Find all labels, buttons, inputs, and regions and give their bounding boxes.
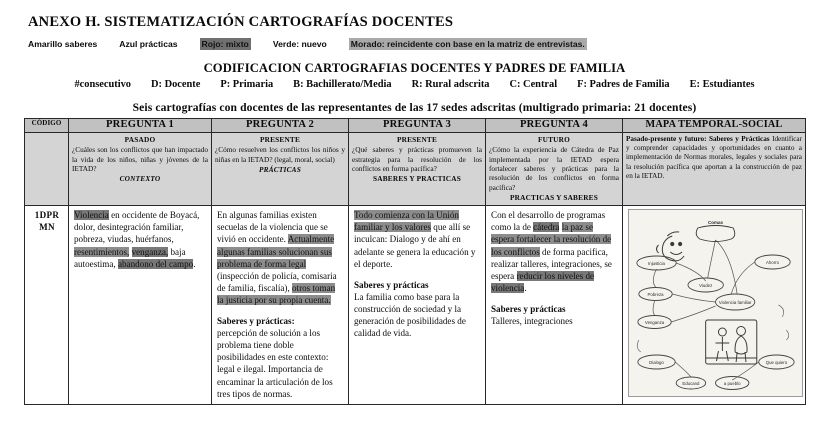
table-header-row [25,119,806,133]
p2-tail: percepción de solución a los problema tiene doble posibilidades en este contexto: legal e ilegal. Importancia de encaminar la articulación de los tres tipos de normas. [217,328,333,399]
header-mapa-temporal-social: MAPA TEMPORAL-SOCIAL [623,119,806,133]
table-subtitle: Seis cartografías con docentes de las representantes de las 17 sedes adscritas (multigrado primaria: 21 docentes) [132,101,697,114]
desc-4-foot: PRACTICAS Y SABERES [509,192,598,202]
legend-item-azul: Azul prácticas [119,39,178,49]
map-node-label-1: Ahorro [766,260,780,266]
p3-spacer [354,270,481,279]
codification-key-padres: F: Padres de Familia [577,79,670,90]
code-line-2: MN [39,222,55,233]
codification-key-primaria: P: Primaria [220,79,274,90]
codification-key-consecutivo: #consecutivo [74,79,132,90]
p1-seg-period: . [193,258,196,269]
desc-mapa [623,133,806,206]
cell-pregunta-2 [212,206,349,404]
desc-2-question: ¿Cómo resuelven los conflictos los niños y niñas en la IETAD? (legal, moral, social) [215,145,345,164]
hand-drawn-map-image [628,209,803,397]
desc-1-question: ¿Cuáles son los conflictos que han impactado la vida de los niños, niñas y jóvenes de la IETAD? [72,145,208,173]
desc-1-tense: PASADO [124,135,156,144]
map-node-label-0: Injusticia [648,261,665,267]
desc-4-question: ¿Cómo la experiencia de Cátedra de Paz implementada por la IETAD espera fortalecer saberes y prácticas para la resolución de los conflictos en forma pacífica? [489,145,619,192]
codification-key-estudiantes: E: Estudiantes [689,79,755,90]
header-pregunta-2: PREGUNTA 2 [212,119,349,133]
cartografias-matrix [24,118,806,405]
map-node-label-5: Venganza [644,320,665,326]
desc-pregunta-4 [486,133,623,206]
p3-subtitle: Saberes y prácticas [354,279,429,290]
cell-mapa-temporal-social [623,206,806,404]
p3-seg-plain: que allí se inculcan: Dialogo y de ahí en adelante se genera la educación y el deporte. [354,222,476,269]
map-node-label-6: Dialogo [649,360,664,366]
map-node-label-3: Violencia familiar [718,300,752,306]
p4-seg-reducir: reducir los niveles de violencia [491,270,595,293]
p4-seg-plain: de forma pacifica, realizar talleres, integraciones, se espera [491,246,612,281]
codification-key-bachillerato: B: Bachillerato/Media [293,79,392,90]
map-node-label-center: Comas [707,220,724,226]
header-pregunta-3: PREGUNTA 3 [349,119,486,133]
codification-keys [24,79,805,90]
table-row [25,206,806,404]
p3-tail: La familia como base para la construcción de sociedad y la generación de posibilidades de calidad de vida. [354,291,466,339]
codification-key-rural: R: Rural adscrita [411,79,490,90]
p1-seg-resentimientos: resentimientos, [74,246,130,257]
desc-2-tense: PRESENTE [259,135,301,144]
p1-seg-violencia: Violencia [74,210,109,221]
color-legend [28,38,805,50]
header-pregunta-1: PREGUNTA 1 [69,119,212,133]
p4-subtitle: Saberes y prácticas [491,303,566,314]
cell-pregunta-4 [486,206,623,404]
map-node-label-8: Que quiero [765,360,788,366]
p1-seg-venganza: venganza, [131,246,169,257]
desc-3-question: ¿Qué saberes y prácticas promueven la estrategia para la resolución de los conflictos en forma pacífica? [352,145,482,173]
p2-seg-justicia: otros toman la justicia por su propia cuenta. [217,282,336,305]
desc-codigo-blank [25,133,69,206]
p4-spacer [491,294,618,303]
codification-title: CODIFICACION CARTOGRAFIAS DOCENTES Y PADRES DE FAMILIA [203,61,626,75]
desc-pregunta-2 [212,133,349,206]
p4-seg-catedra: cátedra [533,222,560,233]
codification-key-central: C: Central [509,79,558,90]
p2-seg-actualmente: Actualmente algunas familias solucionan sus problema de forma legal [217,234,335,269]
cell-pregunta-3 [349,206,486,404]
cell-pregunta-1 [69,206,212,404]
desc-mapa-body: Identificar y comprender capacidades y oportunidades en cuanto a implementación de Normas morales, legales y sociales para la resolución pacífica que aportan a la construcción de paz en la IETAD. [626,135,802,180]
p2-spacer [217,306,344,315]
cell-codigo [25,206,69,404]
p3-seg-union: Todo comienza con la Unión familiar y los valores [354,210,459,233]
map-node-label-4: Pobreza [647,292,664,298]
p4-tail: Talleres, integraciones [491,316,573,327]
desc-1-foot: CONTEXTO [119,174,161,184]
p4-seg-period: . [524,282,527,293]
desc-pregunta-3 [349,133,486,206]
p2-seg-intro: En algunas familias existen secuelas de la violencia que se vivió en occidente. [217,210,328,245]
legend-item-rojo: Rojo: mixto [201,39,249,49]
desc-2-foot: PRÁCTICAS [259,164,301,174]
desc-3-tense: PRESENTE [396,135,438,144]
p2-subtitle: Saberes y prácticas: [217,316,295,327]
desc-mapa-lead: Pasado-presente y futuro: Saberes y Prácticas [626,135,770,143]
header-pregunta-4: PREGUNTA 4 [486,119,623,133]
map-node-label-9: a pueblo [723,381,741,387]
codification-key-docente: D: Docente [151,79,201,90]
p2-seg-plain: (inspección de policía, comisaria de familia, fiscalía), [217,270,337,293]
p4-seg-intro: Con el desarrollo de programas como la de [491,210,606,233]
legend-item-verde: Verde: nuevo [272,39,327,49]
legend-item-amarillo: Amarillo saberes [28,39,98,49]
desc-4-tense: FUTURO [537,135,570,144]
p4-seg-resolucion: la paz se espera fortalecer la resolución de los conflictos [491,222,612,257]
p1-seg-plain-2: baja autoestima, [74,246,186,269]
code-line-1: 1DPR [34,210,60,221]
question-description-row [25,133,806,206]
header-codigo: CÓDIGO [25,119,69,133]
p1-seg-abandono: abandono del campo [117,258,194,269]
p1-seg-plain-1: en occidente de Boyacá, dolor, desintegración familiar, pobreza, viudas, huérfanos, [74,210,200,245]
desc-pregunta-1 [69,133,212,206]
page-title: ANEXO H. SISTEMATIZACIÓN CARTOGRAFÍAS DOCENTES [28,14,454,30]
map-drawing [629,210,802,396]
legend-item-morado: Morado: reincidente con base en la matriz de entrevistas. [350,39,585,49]
desc-3-foot: SABERES Y PRACTICAS [372,174,461,184]
map-node-label-2: Viudez [699,283,713,289]
map-node-label-7: Educand [682,381,700,387]
